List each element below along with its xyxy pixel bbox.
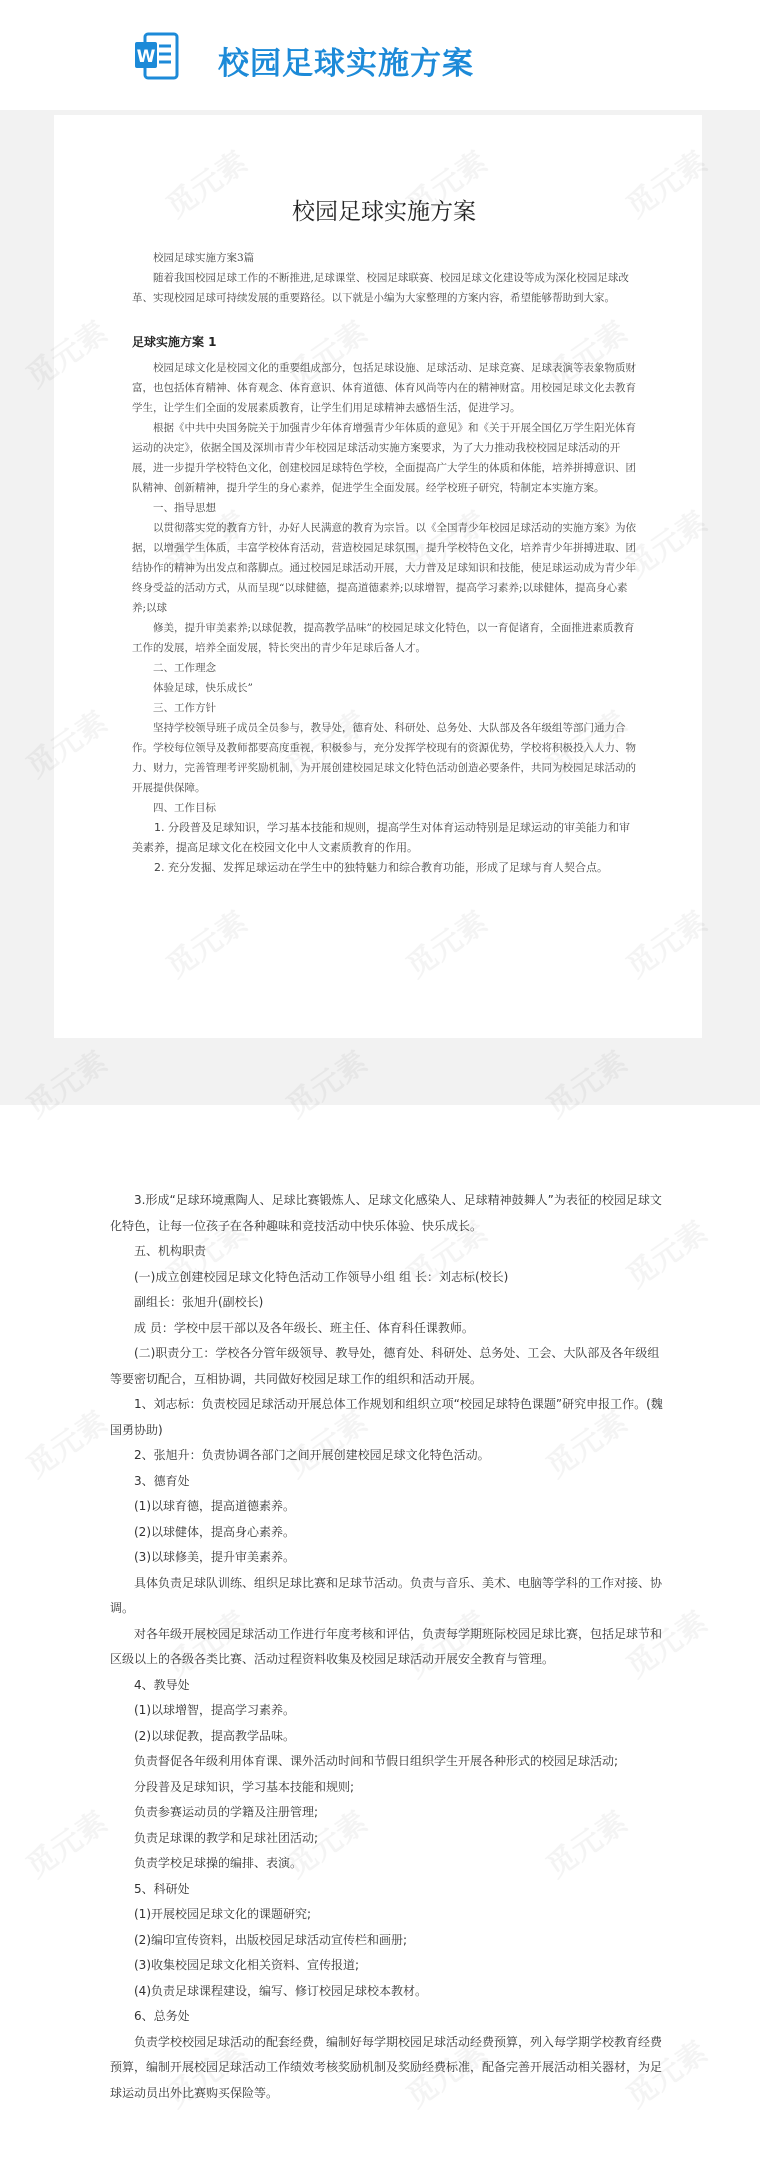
subheading: 四、工作目标 xyxy=(153,802,216,814)
subheading: 6、总务处 xyxy=(134,2009,190,2023)
paragraph: 以贯彻落实党的教育方针，办好人民满意的教育为宗旨。以《全国青少年校园足球活动的实施方案》为依据，以增强学生体质，丰富学校体育活动，营造校园足球氛围，提升学校特色文化，培养青少年拼搏进取、团结协作的精神为出发点和落脚点。通过校园足球活动开展，大力普及足球知识和技能，使足球运动成为青少年终身受益的活动方式，从而呈现“以球健德，提高道德素养;以球增智，提高学习素养;以球健体，提高身心素养;以球 xyxy=(132,522,636,614)
paragraph: 体验足球，快乐成长” xyxy=(153,682,253,694)
section-heading: 足球实施方案 1 xyxy=(132,335,217,349)
watermark xyxy=(16,1398,115,1486)
list-item: (3)收集校园足球文化相关资料、宣传报道; xyxy=(134,1958,360,1972)
paragraph: 根据《中共中央国务院关于加强青少年体育增强青少年体质的意见》和《关于开展全国亿万学生阳光体育运动的决定》，依据全国及深圳市青少年校园足球活动实施方案要求，为了大力推动我校校园足球活动的开展，进一步提升学校特色文化，创建校园足球特色学校，全面提高广大学生的体质和体能，培养拼搏意识、团队精神、创新精神，提升学生的身心素养，促进学生全面发展。经学校班子研究，特制定本实施方案。 xyxy=(132,422,636,494)
subheading: 五、机构职责 xyxy=(134,1244,207,1258)
document-page-2 xyxy=(110,1188,670,2106)
paragraph: 3.形成“足球环境熏陶人、足球比赛锻炼人、足球文化感染人、足球精神鼓舞人”为表征的校园足球文化特色，让每一位孩子在各种趣味和竞技活动中快乐体验、快乐成长。 xyxy=(110,1193,662,1233)
svg-text:W: W xyxy=(136,47,156,67)
paragraph: 校园足球文化是校园文化的重要组成部分，包括足球设施、足球活动、足球竞赛、足球表演等表象物质财富，也包括体育精神、体育观念、体育意识、体育道德、体育风尚等内在的精神财富。用校园足球文化去教育学生，让学生们全面的发展素质教育，让学生们用足球精神去感悟生活，促进学习。 xyxy=(132,362,636,414)
paragraph: 分段普及足球知识，学习基本技能和规则; xyxy=(134,1779,355,1794)
document-subtitle: 校园足球实施方案3篇 xyxy=(153,252,255,264)
list-item: (3)以球修美，提升审美素养。 xyxy=(134,1550,295,1564)
paragraph: 对各年级开展校园足球活动工作进行年度考核和评估，负责每学期班际校园足球比赛，包括足球节和区级以上的各级各类比赛、活动过程资料收集及校园足球活动开展安全教育与管理。 xyxy=(110,1626,663,1666)
paragraph: (二)职责分工：学校各分管年级领导、教导处，德育处、科研处、总务处、工会、大队部及各年级组等要密切配合，互相协调，共同做好校园足球工作的组织和活动开展。 xyxy=(110,1346,660,1386)
paragraph: 1、刘志标：负责校园足球活动开展总体工作规划和组织立项“校园足球特色课题”研究申报工作。(魏国勇协助) xyxy=(110,1397,663,1437)
paragraph: 坚持学校领导班子成员全员参与，教导处，德育处、科研处、总务处、大队部及各年级组等部门通力合作。学校每位领导及教师都要高度重视，积极参与，充分发挥学校现有的资源优势，学校将积极投入人力、物力、财力，完善管理考评奖励机制，为开展创建校园足球文化特色活动创造必要条件，共同为校园足球活动的开展提供保障。 xyxy=(132,722,636,794)
list-item: 1. 分段普及足球知识，学习基本技能和规则，提高学生对体育运动特别是足球运动的审美能力和审美素养，提高足球文化在校园文化中人文素质教育的作用。 xyxy=(132,821,630,854)
list-item: (2)以球促教，提高教学品味。 xyxy=(134,1728,295,1743)
subheading: 3、德育处 xyxy=(134,1473,190,1488)
paragraph: 2、张旭升：负责协调各部门之间开展创建校园足球文化特色活动。 xyxy=(134,1448,490,1462)
paragraph: 负责学校足球操的编排、表演。 xyxy=(134,1856,303,1870)
paragraph: 副组长：张旭升(副校长) xyxy=(134,1295,264,1309)
list-item: (2)编印宣传资料，出版校园足球活动宣传栏和画册; xyxy=(134,1932,408,1947)
subheading: 三、工作方针 xyxy=(153,702,216,714)
paragraph: 负责学校校园足球活动的配套经费，编制好每学期校园足球活动经费预算，列入每学期学校教育经费预算，编制开展校园足球活动工作绩效考核奖励机制及奖励经费标准，配备完善开展活动相关器材，为足球运动员出外比赛购买保险等。 xyxy=(110,2034,663,2100)
paragraph: 成 员：学校中层干部以及各年级长、班主任、体育科任课教师。 xyxy=(134,1320,474,1335)
list-item: (4)负责足球课程建设，编写、修订校园足球校本教材。 xyxy=(134,1983,428,1998)
paragraph: 负责参赛运动员的学籍及注册管理; xyxy=(134,1805,319,1819)
paragraph: (一)成立创建校园足球文化特色活动工作领导小组 组 长：刘志标(校长) xyxy=(134,1269,509,1284)
list-item: (1)开展校园足球文化的课题研究; xyxy=(134,1907,312,1921)
paragraph: 负责督促各年级利用体育课、课外活动时间和节假日组织学生开展各种形式的校园足球活动; xyxy=(134,1754,619,1768)
paragraph: 负责足球课的教学和足球社团活动; xyxy=(134,1830,319,1845)
subheading: 一、指导思想 xyxy=(153,502,216,514)
document-title: 校园足球实施方案 xyxy=(292,199,476,225)
word-document-icon xyxy=(133,32,179,88)
list-item: (1)以球增智，提高学习素养。 xyxy=(134,1703,295,1717)
document-page-1 xyxy=(54,115,702,1038)
subheading: 5、科研处 xyxy=(134,1881,190,1896)
list-item: (1)以球育德，提高道德素养。 xyxy=(134,1499,295,1513)
intro-paragraph: 随着我国校园足球工作的不断推进,足球课堂、校园足球联赛、校园足球文化建设等成为深化校园足球改革、实现校园足球可持续发展的重要路径。以下就是小编为大家整理的方案内容，希望能够帮助到大家。 xyxy=(132,272,629,304)
header-title: 校园足球实施方案 xyxy=(218,46,474,82)
header-bar xyxy=(0,0,760,110)
list-item: 2. 充分发掘、发挥足球运动在学生中的独特魅力和综合教育功能，形成了足球与育人契合点。 xyxy=(154,861,608,874)
paragraph: 具体负责足球队训练、组织足球比赛和足球节活动。负责与音乐、美术、电脑等学科的工作对接、协调。 xyxy=(110,1575,663,1615)
paragraph: 修美，提升审美素养;以球促教，提高教学品味”的校园足球文化特色，以一育促诸育，全面推进素质教育工作的发展，培养全面发展，特长突出的青少年足球后备人才。 xyxy=(132,622,635,654)
watermark xyxy=(16,1798,115,1886)
list-item: (2)以球健体，提高身心素养。 xyxy=(134,1524,295,1539)
subheading: 二、工作理念 xyxy=(153,662,216,674)
subheading: 4、教导处 xyxy=(134,1677,190,1692)
